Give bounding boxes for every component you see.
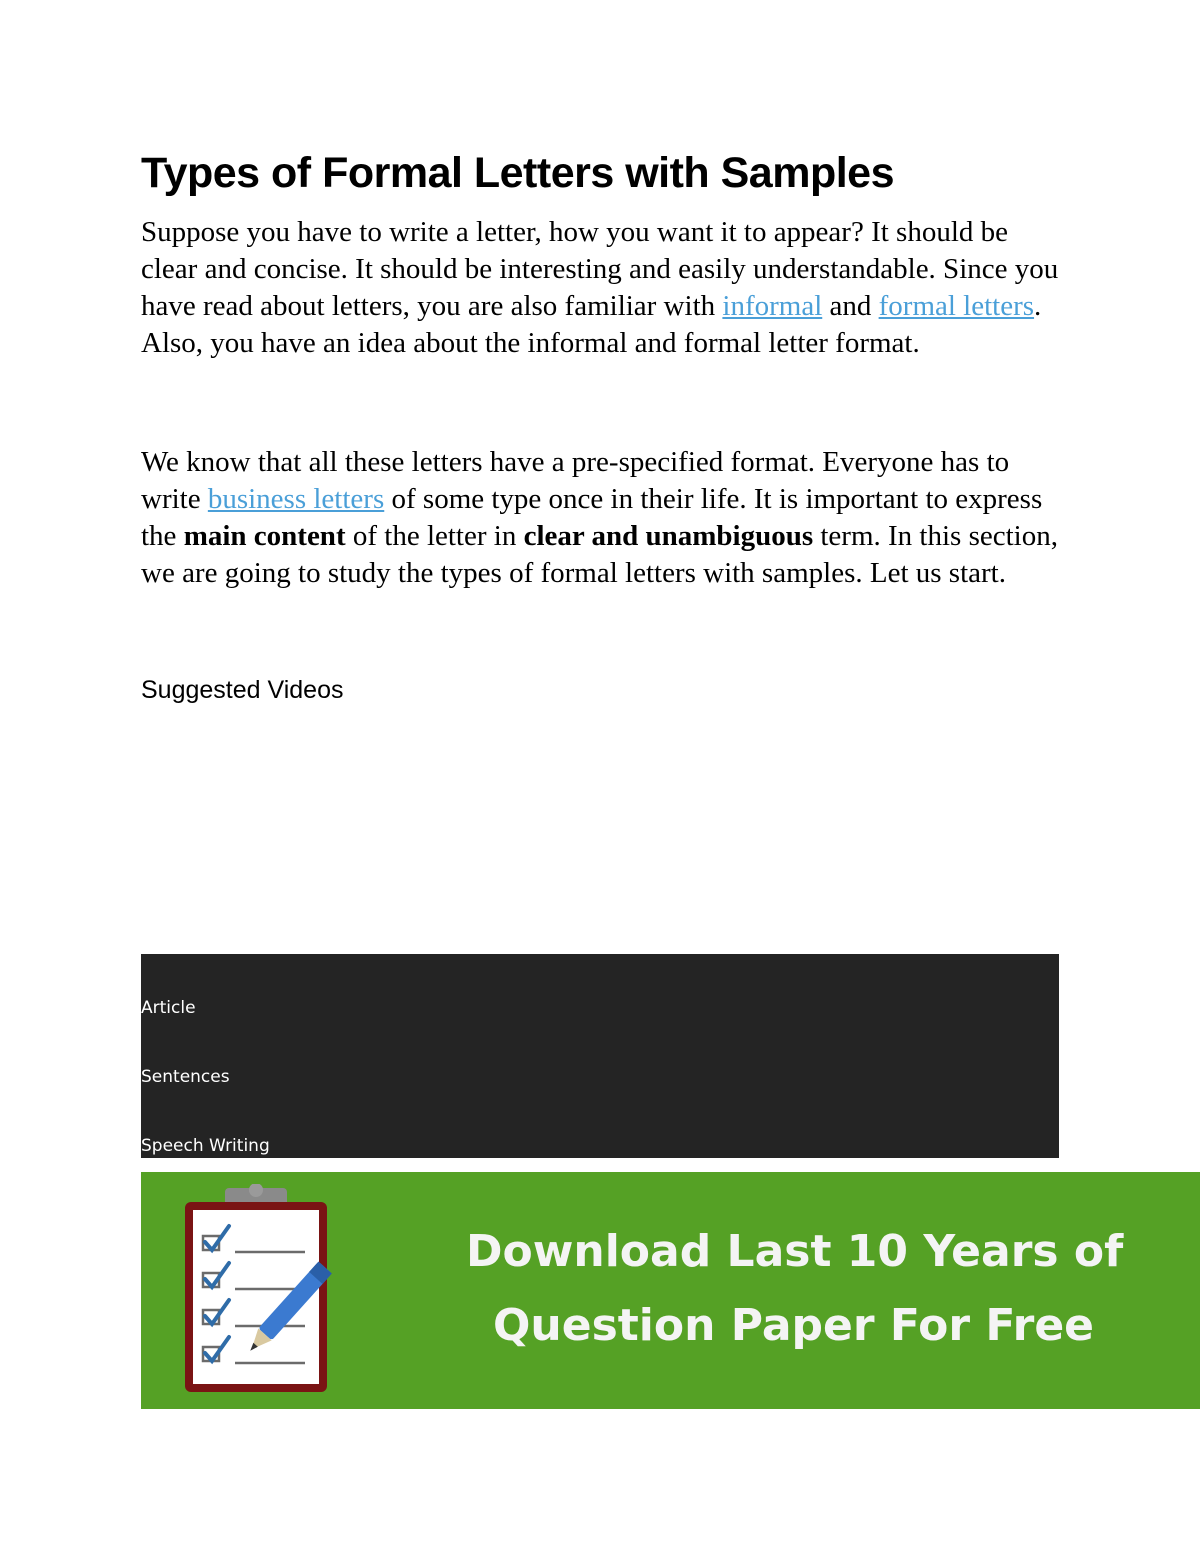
intro-paragraph xyxy=(141,214,1061,362)
menu-item-article[interactable]: Article xyxy=(141,998,196,1018)
second-text-1: We know that all these letters have a pre-specified format. Everyone has to write xyxy=(141,446,1010,515)
menu-item-sentences[interactable]: Sentences xyxy=(141,1067,230,1087)
formal-letters-link[interactable]: formal letters xyxy=(878,290,1035,322)
banner-line-2: Question Paper For Free xyxy=(493,1300,1095,1351)
intro-text-3: . Also, you have an idea about the informal and formal letter format. xyxy=(141,290,1042,359)
main-content-bold: main content xyxy=(183,520,346,552)
download-banner[interactable] xyxy=(141,1172,1200,1409)
business-letters-link[interactable]: business letters xyxy=(207,483,385,515)
second-text-3: of the letter in xyxy=(345,520,524,552)
suggested-videos-heading: Suggested Videos xyxy=(141,676,344,704)
banner-line-1: Download Last 10 Years of xyxy=(466,1226,1124,1277)
article-title: Types of Formal Letters with Samples xyxy=(141,149,894,197)
intro-text-1: Suppose you have to write a letter, how you want it to appear? It should be clear and concise. It should be interesting and easily understandable. Since you have read about letters, you are also familiar with xyxy=(141,216,1059,322)
informal-link[interactable]: informal xyxy=(722,290,823,322)
second-text-4: term. In this section, we are going to study the types of formal letters with samples. Let us start. xyxy=(141,520,1058,589)
second-paragraph xyxy=(141,444,1061,592)
intro-text-2: and xyxy=(822,290,879,322)
menu-item-speech-writing[interactable]: Speech Writing xyxy=(141,1136,270,1156)
second-text-2: of some type once in their life. It is important to express the xyxy=(141,483,1043,552)
video-menu xyxy=(141,954,1059,1158)
clear-unambiguous-bold: clear and unambiguous xyxy=(523,520,814,552)
clipboard-checklist-pen-icon xyxy=(181,1184,341,1396)
